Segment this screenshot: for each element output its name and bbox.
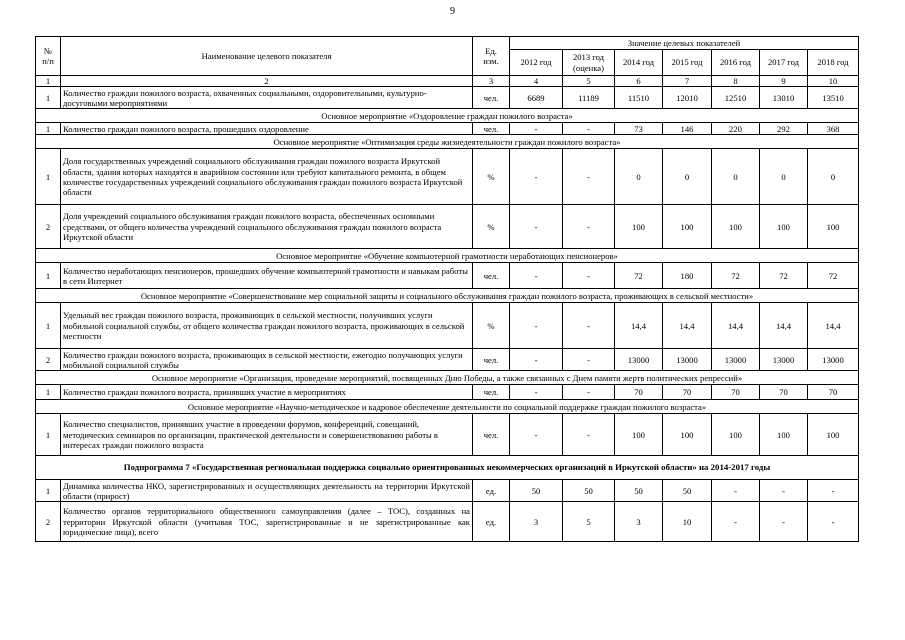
- value-cell: 3: [615, 502, 663, 542]
- section-row: [36, 249, 859, 263]
- unit-cell: %: [473, 205, 510, 249]
- indicator-name: Удельный вес граждан пожилого возраста, проживающих в сельской местности, получивших услуги мобильной социальной службы, от общего количества граждан пожилого возраста, проживающих в сельской местности: [61, 303, 473, 349]
- value-cell: -: [510, 414, 563, 456]
- section-title: Основное мероприятие «Организация, проведение мероприятий, посвященных Дню Победы, а также связанных с Днем памяти жертв политических репрессий»: [36, 371, 859, 385]
- table-row: [36, 87, 859, 109]
- header-year-2018: 2018 год: [808, 50, 859, 76]
- value-cell: 100: [712, 205, 760, 249]
- value-cell: -: [808, 480, 859, 502]
- header-name: Наименование целевого показателя: [61, 37, 473, 76]
- row-number: 1: [36, 480, 61, 502]
- unit-cell: %: [473, 303, 510, 349]
- value-cell: 14,4: [808, 303, 859, 349]
- col-number-4: 4: [510, 76, 563, 87]
- value-cell: -: [563, 349, 615, 371]
- value-cell: 12510: [712, 87, 760, 109]
- value-cell: 13000: [615, 349, 663, 371]
- indicator-name: Количество граждан пожилого возраста, прошедших оздоровление: [61, 123, 473, 135]
- header-year-2017: 2017 год: [760, 50, 808, 76]
- value-cell: -: [510, 349, 563, 371]
- section-row: [36, 109, 859, 123]
- table-row: [36, 349, 859, 371]
- section-title: Основное мероприятие «Оздоровление граждан пожилого возраста»: [36, 109, 859, 123]
- header-num: № п/п: [36, 37, 61, 76]
- value-cell: 100: [808, 414, 859, 456]
- value-cell: 50: [615, 480, 663, 502]
- indicator-name: Количество граждан пожилого возраста, проживающих в сельской местности, ежегодно получающих услуги мобильной социальной службы: [61, 349, 473, 371]
- section-title: Основное мероприятие «Оптимизация среды жизнедеятельности граждан пожилого возраста»: [36, 135, 859, 149]
- value-cell: 0: [760, 149, 808, 205]
- value-cell: 70: [808, 385, 859, 400]
- row-number: 1: [36, 385, 61, 400]
- value-cell: 100: [712, 414, 760, 456]
- value-cell: 100: [615, 205, 663, 249]
- value-cell: 146: [663, 123, 712, 135]
- value-cell: -: [563, 205, 615, 249]
- table-row: [36, 480, 859, 502]
- table-body: [36, 87, 859, 542]
- value-cell: 13000: [663, 349, 712, 371]
- section-title: Основное мероприятие «Обучение компьютерной грамотности неработающих пенсионеров»: [36, 249, 859, 263]
- value-cell: 11189: [563, 87, 615, 109]
- indicator-name: Динамика количества НКО, зарегистрированных и осуществляющих деятельность на территории Иркутской области (прирост): [61, 480, 473, 502]
- value-cell: 13000: [760, 349, 808, 371]
- value-cell: 50: [563, 480, 615, 502]
- row-number: 2: [36, 205, 61, 249]
- header-year-2015: 2015 год: [663, 50, 712, 76]
- table-row: [36, 263, 859, 289]
- header-values-group: Значение целевых показателей: [510, 37, 859, 50]
- value-cell: -: [563, 414, 615, 456]
- value-cell: -: [712, 480, 760, 502]
- value-cell: -: [760, 502, 808, 542]
- value-cell: -: [510, 303, 563, 349]
- value-cell: -: [510, 263, 563, 289]
- subprogram-title: Подпрограмма 7 «Государственная региональная поддержка социально ориентированных некоммерческих организаций в Иркутской области» на 2014-2017 годы: [36, 456, 859, 480]
- row-number: 1: [36, 414, 61, 456]
- value-cell: 72: [808, 263, 859, 289]
- value-cell: 11510: [615, 87, 663, 109]
- unit-cell: чел.: [473, 385, 510, 400]
- value-cell: 50: [663, 480, 712, 502]
- value-cell: 13510: [808, 87, 859, 109]
- value-cell: 100: [760, 205, 808, 249]
- value-cell: -: [808, 502, 859, 542]
- value-cell: 100: [663, 205, 712, 249]
- value-cell: 13010: [760, 87, 808, 109]
- indicator-name: Количество граждан пожилого возраста, принявших участие в мероприятиях: [61, 385, 473, 400]
- col-number-1: 1: [36, 76, 61, 87]
- value-cell: -: [510, 149, 563, 205]
- header-unit: Ед. изм.: [473, 37, 510, 76]
- value-cell: 73: [615, 123, 663, 135]
- unit-cell: %: [473, 149, 510, 205]
- value-cell: -: [563, 149, 615, 205]
- value-cell: 12010: [663, 87, 712, 109]
- row-number: 2: [36, 349, 61, 371]
- col-number-5: 5: [563, 76, 615, 87]
- table-row: [36, 414, 859, 456]
- col-number-10: 10: [808, 76, 859, 87]
- table-row: [36, 149, 859, 205]
- table-row: [36, 502, 859, 542]
- indicator-name: Количество неработающих пенсионеров, прошедших обучение компьютерной грамотности и навыкам работы в сети Интернет: [61, 263, 473, 289]
- value-cell: -: [712, 502, 760, 542]
- value-cell: 70: [760, 385, 808, 400]
- row-number: 1: [36, 87, 61, 109]
- indicator-name: Доля учреждений социального обслуживания граждан пожилого возраста, обеспеченных основными средствами, от общего количества учреждений социального обслуживания граждан пожилого возраста Иркутской области: [61, 205, 473, 249]
- col-number-6: 6: [615, 76, 663, 87]
- value-cell: 10: [663, 502, 712, 542]
- value-cell: 72: [615, 263, 663, 289]
- value-cell: 72: [712, 263, 760, 289]
- value-cell: 14,4: [663, 303, 712, 349]
- indicator-name: Количество специалистов, принявших участие в проведении форумов, конференций, совещаний, методических семинаров по организации, практической деятельности и совершенствованию работы в интересах граждан пожилого возраста: [61, 414, 473, 456]
- value-cell: 368: [808, 123, 859, 135]
- section-row: [36, 400, 859, 414]
- value-cell: 50: [510, 480, 563, 502]
- value-cell: 70: [663, 385, 712, 400]
- value-cell: -: [563, 303, 615, 349]
- section-title: Основное мероприятие «Совершенствование мер социальной защиты и социального обслуживания граждан пожилого возраста, проживающих в сельской местности»: [36, 289, 859, 303]
- value-cell: 180: [663, 263, 712, 289]
- value-cell: 0: [712, 149, 760, 205]
- col-number-8: 8: [712, 76, 760, 87]
- table-row: [36, 303, 859, 349]
- value-cell: -: [563, 385, 615, 400]
- header-year-2013: 2013 год (оценка): [563, 50, 615, 76]
- col-number-2: 2: [61, 76, 473, 87]
- row-number: 1: [36, 149, 61, 205]
- indicator-name: Доля государственных учреждений социального обслуживания граждан пожилого возраста Иркутской области, здания которых находятся в аварийном состоянии или требуют капитального ремонта, в общем количестве государственных учреждений социального обслуживания граждан пожилого возраста Иркутской области: [61, 149, 473, 205]
- value-cell: 14,4: [712, 303, 760, 349]
- value-cell: 0: [808, 149, 859, 205]
- unit-cell: ед.: [473, 502, 510, 542]
- value-cell: -: [563, 263, 615, 289]
- value-cell: 13000: [808, 349, 859, 371]
- value-cell: 100: [808, 205, 859, 249]
- section-row: [36, 371, 859, 385]
- indicator-name: Количество органов территориального общественного самоуправления (далее – ТОС), созданных на территории Иркутской области (учитывая ТОС, зарегистрированные и не зарегистрированные как юридические лица), всего: [61, 502, 473, 542]
- value-cell: 14,4: [760, 303, 808, 349]
- row-number: 1: [36, 303, 61, 349]
- unit-cell: чел.: [473, 87, 510, 109]
- table-row: [36, 385, 859, 400]
- value-cell: -: [510, 123, 563, 135]
- value-cell: 72: [760, 263, 808, 289]
- unit-cell: чел.: [473, 349, 510, 371]
- row-number: 2: [36, 502, 61, 542]
- value-cell: -: [510, 385, 563, 400]
- value-cell: 5: [563, 502, 615, 542]
- value-cell: -: [760, 480, 808, 502]
- value-cell: 220: [712, 123, 760, 135]
- value-cell: 3: [510, 502, 563, 542]
- header-year-2016: 2016 год: [712, 50, 760, 76]
- value-cell: -: [510, 205, 563, 249]
- row-number: 1: [36, 263, 61, 289]
- value-cell: 0: [615, 149, 663, 205]
- col-number-7: 7: [663, 76, 712, 87]
- section-row: [36, 289, 859, 303]
- unit-cell: чел.: [473, 263, 510, 289]
- unit-cell: ед.: [473, 480, 510, 502]
- subprogram-row: [36, 456, 859, 480]
- value-cell: 292: [760, 123, 808, 135]
- col-number-9: 9: [760, 76, 808, 87]
- section-row: [36, 135, 859, 149]
- value-cell: 6689: [510, 87, 563, 109]
- value-cell: 70: [712, 385, 760, 400]
- value-cell: 14,4: [615, 303, 663, 349]
- unit-cell: чел.: [473, 123, 510, 135]
- row-number: 1: [36, 123, 61, 135]
- indicator-name: Количество граждан пожилого возраста, охваченных социальными, оздоровительными, культурно-досуговыми мероприятиями: [61, 87, 473, 109]
- table-row: [36, 205, 859, 249]
- value-cell: 100: [663, 414, 712, 456]
- value-cell: 100: [615, 414, 663, 456]
- value-cell: -: [563, 123, 615, 135]
- header-year-2012: 2012 год: [510, 50, 563, 76]
- target-indicators-table: [35, 36, 859, 542]
- col-number-3: 3: [473, 76, 510, 87]
- section-title: Основное мероприятие «Научно-методическое и кадровое обеспечение деятельности по социальной поддержке граждан пожилого возраста»: [36, 400, 859, 414]
- value-cell: 0: [663, 149, 712, 205]
- header-year-2014: 2014 год: [615, 50, 663, 76]
- value-cell: 13000: [712, 349, 760, 371]
- unit-cell: чел.: [473, 414, 510, 456]
- value-cell: 100: [760, 414, 808, 456]
- page-number: 9: [450, 6, 455, 17]
- value-cell: 70: [615, 385, 663, 400]
- table-row: [36, 123, 859, 135]
